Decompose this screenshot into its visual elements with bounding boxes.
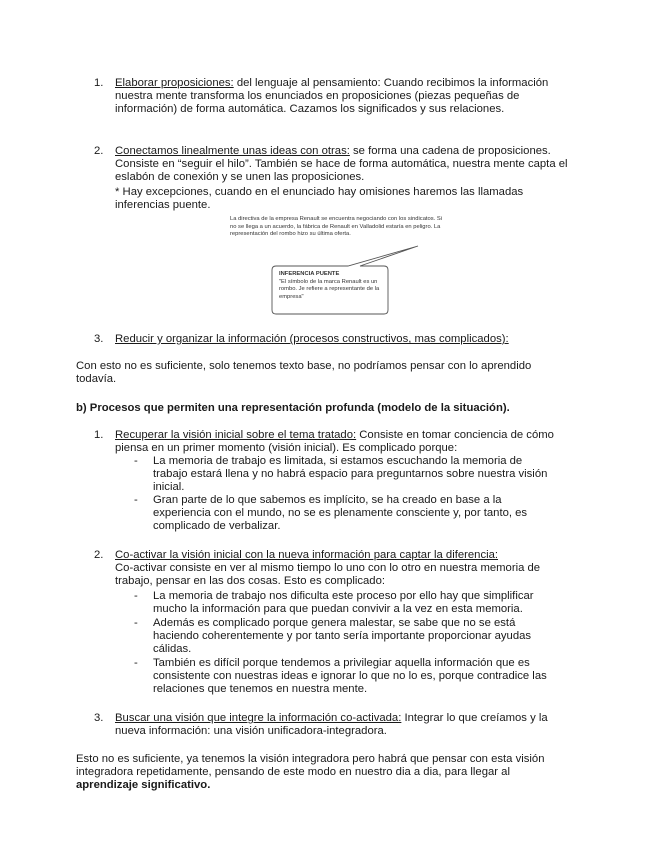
closing-paragraph	[76, 753, 568, 792]
item-heading: Elaborar proposiciones:	[115, 77, 234, 89]
bullet-dash: -	[134, 617, 138, 629]
bullet-item: La memoria de trabajo nos dificulta este proceso por ello hay que simplificar mucho la información para que puedan convivir a la vez en esta memoria.	[153, 590, 534, 615]
list-number: 1.	[94, 429, 104, 441]
item-text: se forma una cadena de proposiciones. Consiste en “seguir el hilo”. También se hace de forma automática, nuestra mente capta el eslabón de conexión y se unen las proposiciones.	[115, 145, 568, 183]
bullet-dash: -	[134, 455, 138, 467]
bullet-item: La memoria de trabajo es limitada, si estamos escuchando la memoria de trabajo estará llena y no habrá espacio para preguntarnos sobre nuestra visión inicial.	[153, 455, 548, 493]
bubble-body: "El símbolo de la marca Renault es un rombo. Je refiere a representante de la empresa"	[279, 278, 380, 300]
item-heading: Co-activar la visión inicial con la nueva información para captar la diferencia:	[115, 549, 499, 561]
bullet-item: Gran parte de lo que sabemos es implícito, se ha creado en base a la experiencia con el mundo, no se es plenamente consciente y, por tanto, es complicado de verbalizar.	[153, 494, 528, 532]
section-title: b) Procesos que permiten una representación profunda (modelo de la situación).	[76, 402, 510, 414]
list-number: 2.	[94, 549, 104, 561]
bubble-title: INFERENCIA PUENTE	[279, 271, 340, 277]
bullet-dash: -	[134, 494, 138, 506]
figure-passage: La directiva de la empresa Renault se encuentra negociando con los sindicatos. Si no se llega a un acuerdo, la fábrica de Renault en Valladolid estaría en peligro. La representación del rombo hizo su última oferta.	[230, 216, 443, 238]
bullet-item: También es difícil porque tendemos a privilegiar aquella información que es consistente con nuestras ideas e ignorar lo que no lo es, porque contradice las relaciones que tenemos en nuestra mente.	[153, 657, 547, 695]
paragraph: Con esto no es suficiente, solo tenemos texto base, no podríamos pensar con lo aprendido todavía.	[76, 360, 532, 385]
list-number: 3.	[94, 333, 104, 345]
bubble-content	[279, 271, 389, 301]
list-item	[115, 145, 570, 184]
closing-bold: aprendizaje significativo.	[76, 779, 211, 791]
list-item	[115, 712, 570, 738]
item-text: del lenguaje al pensamiento: Cuando recibimos la información nuestra mente transforma los enunciados en proposiciones (piezas pequeñas de información) de forma automática. Cazamos los significados y sus relaciones.	[115, 77, 549, 115]
item-heading: Conectamos linealmente unas ideas con otras:	[115, 145, 350, 157]
item-heading: Buscar una visión que integre la información co-activada:	[115, 712, 402, 724]
bullet-dash: -	[134, 590, 138, 602]
item-heading: Recuperar la visión inicial sobre el tema tratado:	[115, 429, 357, 441]
bullet-item: Además es complicado porque genera malestar, se sabe que no se está haciendo coherentemente y por tanto sería importante proporcionar ayudas cálidas.	[153, 617, 532, 655]
list-number: 3.	[94, 712, 104, 724]
item-text: Integrar lo que creíamos y la nueva información: una visión unificadora-integradora.	[115, 712, 548, 737]
closing-text: Esto no es suficiente, ya tenemos la visión integradora pero habrá que pensar con esta visión integradora repetidamente, pensando de este modo en nuestro dia a dia, para llegar al	[76, 753, 545, 778]
list-item	[115, 333, 570, 346]
list-item	[115, 549, 570, 562]
list-item	[115, 429, 570, 455]
item-heading: Reducir y organizar la información (procesos constructivos, mas complicados):	[115, 333, 509, 345]
item-text: Consiste en tomar conciencia de cómo piensa en un primer momento (visión inicial). Es complicado porque:	[115, 429, 554, 454]
list-number: 1.	[94, 77, 104, 89]
item-text: Co-activar consiste en ver al mismo tiempo lo uno con lo otro en nuestra memoria de trabajo, pensar en las dos cosas. Esto es complicado:	[115, 562, 541, 587]
list-item	[115, 77, 570, 116]
item-note: * Hay excepciones, cuando en el enunciado hay omisiones haremos las llamadas inferencias puente.	[115, 186, 524, 211]
bullet-dash: -	[134, 657, 138, 669]
list-number: 2.	[94, 145, 104, 157]
